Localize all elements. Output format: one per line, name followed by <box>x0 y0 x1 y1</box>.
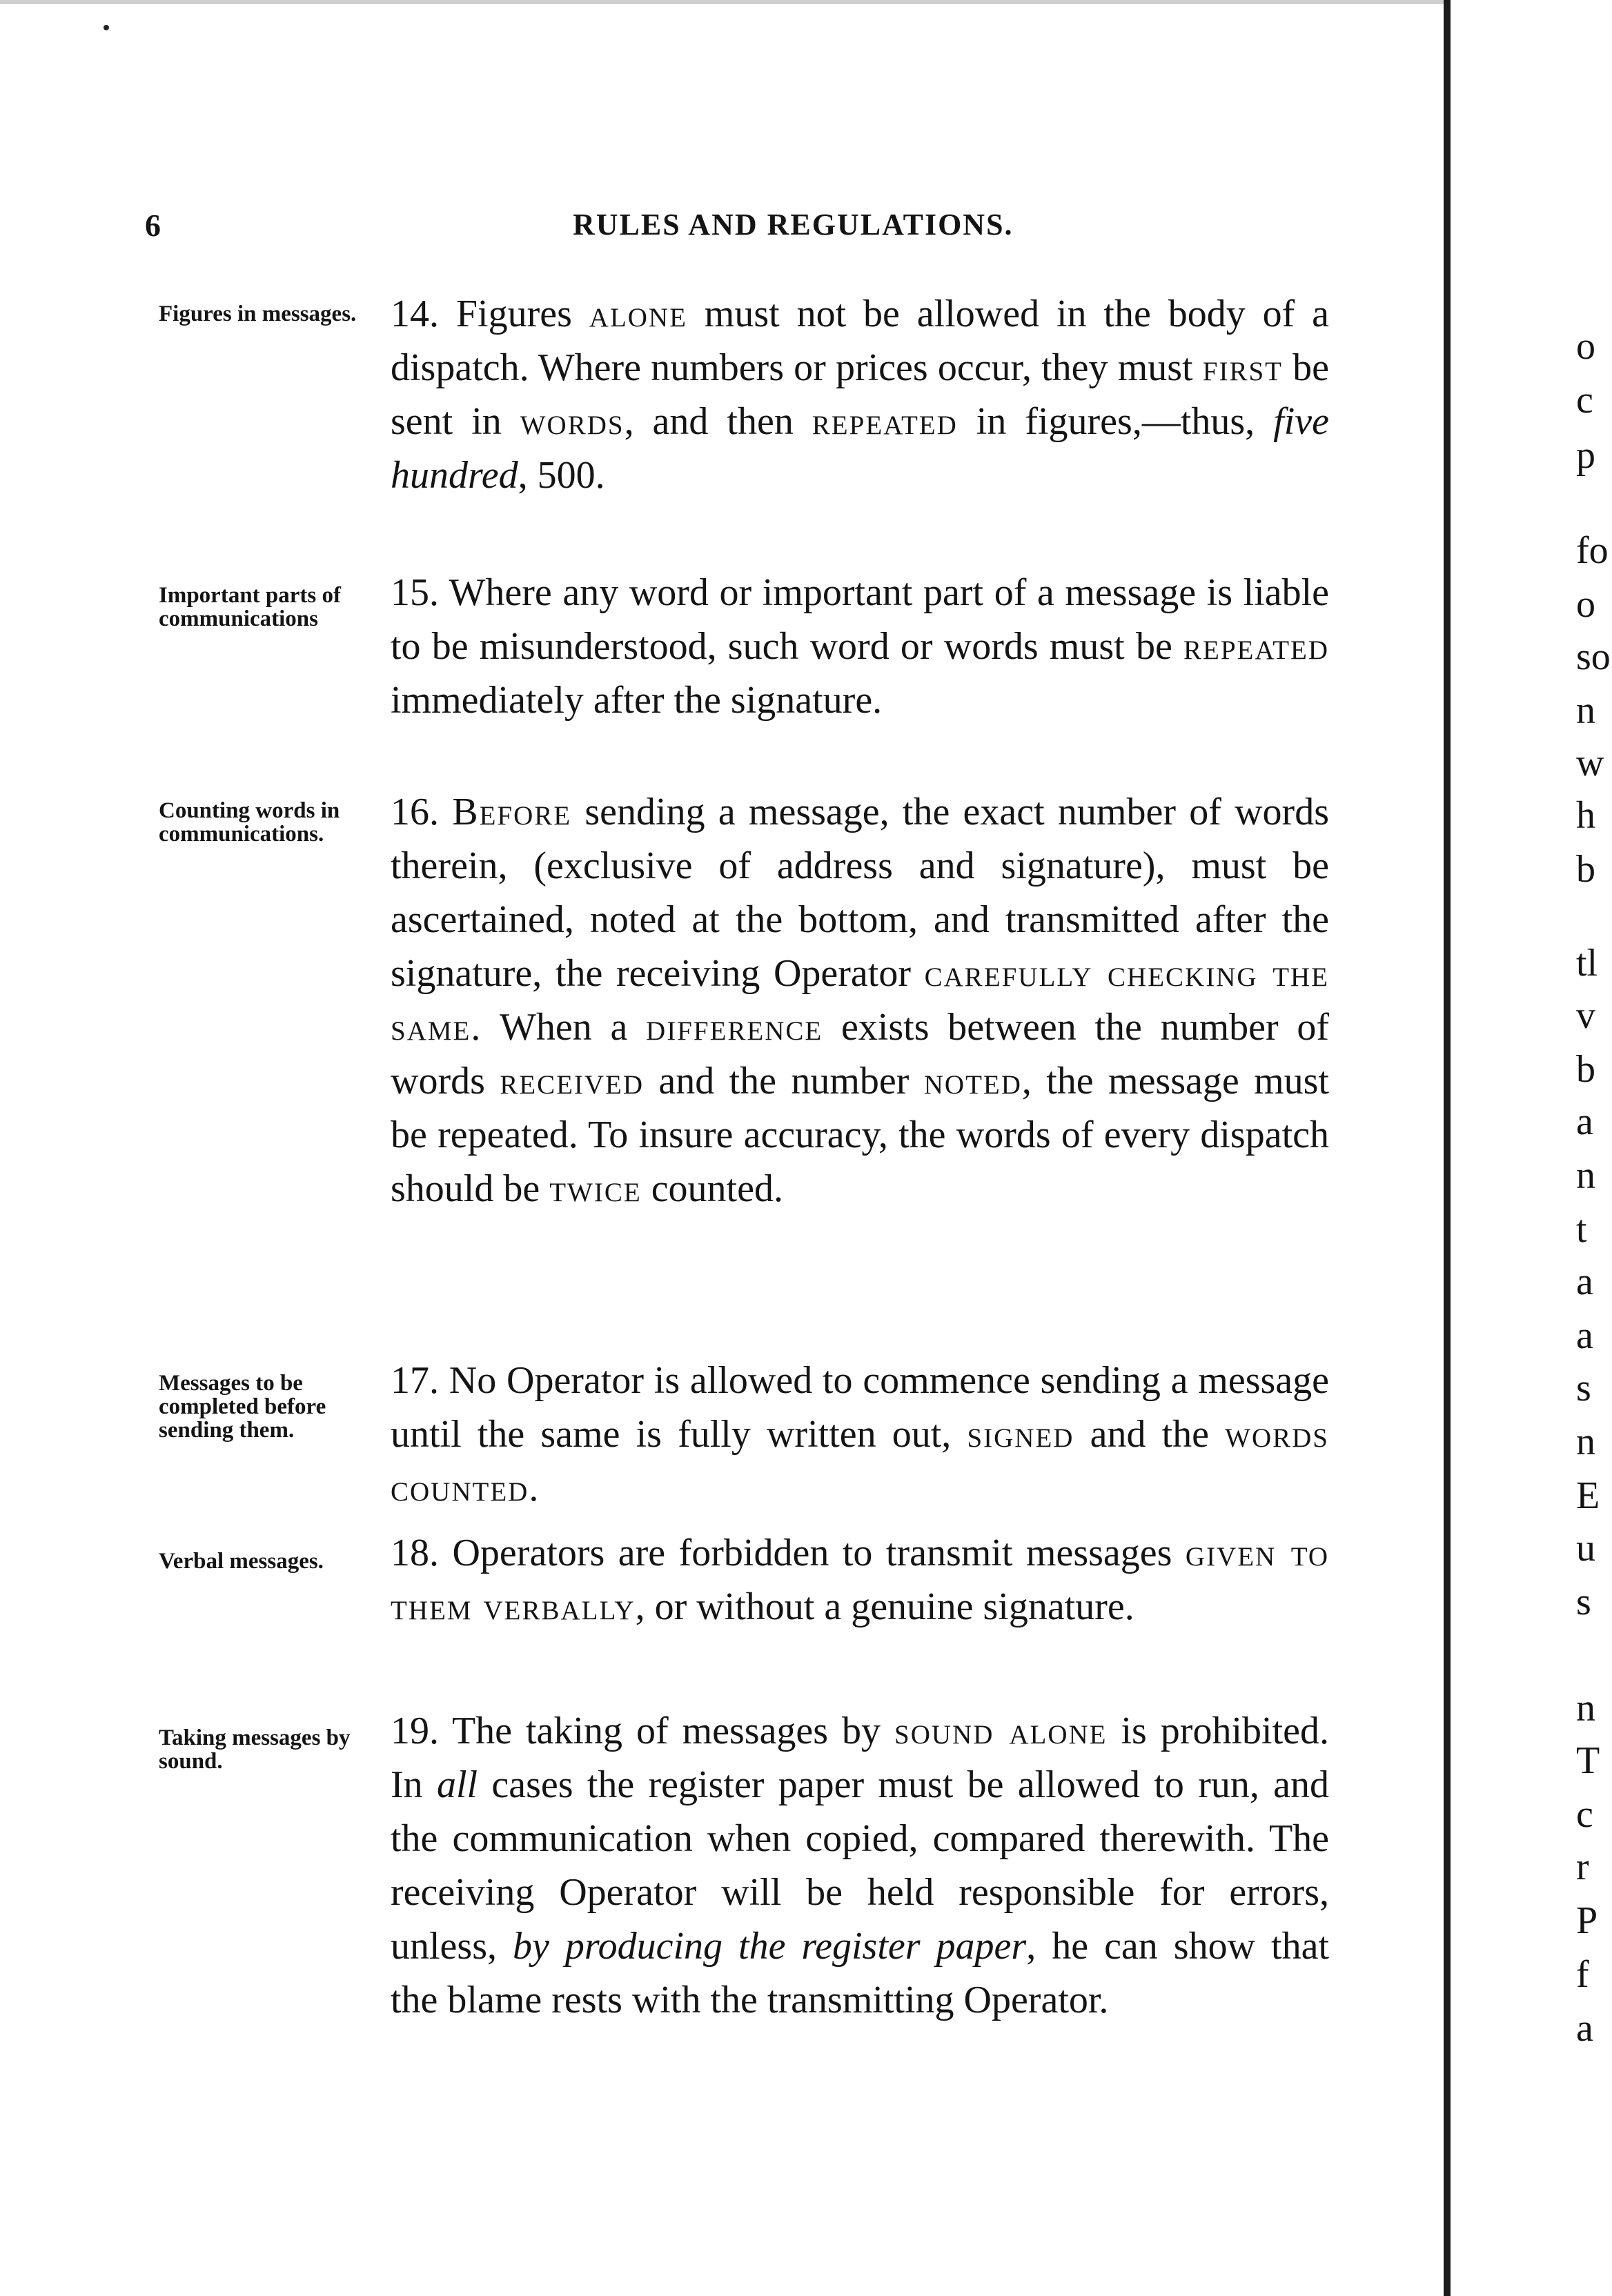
page-gutter-edge <box>1444 0 1451 2296</box>
article-19 <box>391 1704 1329 2027</box>
facing-page-fragments <box>1576 0 1612 2296</box>
article-text-segment: alone <box>589 293 687 335</box>
article-text-segment: words counted. <box>391 1413 1329 1510</box>
margin-note-17: Messages to be completed before sending them. <box>159 1371 326 1443</box>
facing-page-fragment: n <box>1576 689 1595 732</box>
article-text-segment: , the message must be repeated. To insure accuracy, the words of every dispatch should be <box>391 1060 1329 1210</box>
facing-page-fragment: n <box>1576 1687 1595 1730</box>
article-text-segment: be sent in <box>391 346 1330 443</box>
article-text-segment: sound alone <box>894 1710 1108 1752</box>
facing-page-fragment: n <box>1576 1154 1595 1197</box>
article-text-segment: difference <box>646 1006 823 1049</box>
article-text-segment: must not be allowed in the body of a dispatch. Where numbers or prices occur, they must <box>391 293 1329 389</box>
facing-page-fragment: o <box>1576 583 1595 626</box>
page-header <box>145 207 1353 262</box>
facing-page-fragment: a <box>1576 1100 1593 1143</box>
facing-page-fragment: E <box>1576 1474 1600 1517</box>
article-text-segment: and the <box>1074 1413 1226 1456</box>
article-text-segment: counted. <box>641 1167 783 1210</box>
facing-page-fragment: tl <box>1576 942 1598 984</box>
facing-page-fragment: p <box>1576 434 1595 477</box>
article-text-segment: by producing the register paper <box>513 1925 1027 1968</box>
article-text-segment: repeated <box>812 400 958 443</box>
margin-note-16: Counting words in communications. <box>159 798 340 847</box>
margin-note-18: Verbal messages. <box>159 1549 324 1574</box>
article-text-segment: first <box>1202 346 1283 389</box>
article-text-segment: repeated <box>1183 625 1329 668</box>
article-text-segment: in figures,—thus, <box>957 400 1274 443</box>
facing-page-fragment: t <box>1576 1208 1587 1251</box>
margin-note-19: Taking messages by sound. <box>159 1725 351 1774</box>
article-text-segment: noted <box>923 1060 1022 1102</box>
article-text-segment: received <box>500 1060 645 1102</box>
article-text-segment: given to them verbally <box>391 1532 1330 1628</box>
facing-page-fragment: v <box>1576 994 1595 1037</box>
article-text-segment: cases the register paper must be allowed to run, and the communication when copied, compared therewith. The receiving Operator will be held responsible for errors, unless, <box>391 1763 1329 1968</box>
article-text-segment: Before <box>452 791 572 833</box>
article-16 <box>391 785 1329 1216</box>
article-text-segment: , 500. <box>518 454 605 497</box>
facing-page-fragment: a <box>1576 2007 1593 2050</box>
facing-page-fragment: a <box>1576 1260 1593 1303</box>
article-text-segment: , and then <box>624 400 812 443</box>
margin-note-15: Important parts of communications <box>159 583 341 631</box>
facing-page-fragment: f <box>1576 1953 1589 1996</box>
article-text-segment: twice <box>549 1167 642 1210</box>
article-text-segment: 15. Where any word or important part of a message is liable to be misunderstood, such word or words must be <box>391 571 1329 668</box>
page-number: 6 <box>145 208 161 243</box>
margin-note-14: Figures in messages. <box>159 301 357 326</box>
facing-page-fragment: c <box>1576 1793 1593 1836</box>
facing-page-fragment: fo <box>1576 529 1609 572</box>
article-18 <box>391 1526 1329 1634</box>
article-text-segment: is prohibited. In <box>391 1710 1329 1806</box>
article-text-segment: and the number <box>644 1060 924 1102</box>
facing-page-fragment: w <box>1576 742 1604 784</box>
facing-page-fragment: h <box>1576 794 1595 837</box>
ink-speck <box>104 25 109 30</box>
running-title: RULES AND REGULATIONS. <box>573 208 1014 241</box>
article-text-segment: exists between the number of words <box>391 1006 1329 1102</box>
article-text-segment: signed <box>967 1413 1074 1456</box>
article-text-segment: sending a message, the exact number of words therein, (exclusive of address and signature), must be ascertained, noted at the bottom, and transmitted after the signature, the receiving Operator <box>391 791 1330 995</box>
facing-page-fragment: s <box>1576 1581 1591 1623</box>
article-text-segment: When a <box>482 1006 647 1049</box>
facing-page-fragment: P <box>1576 1899 1598 1942</box>
facing-page-fragment: so <box>1576 635 1611 678</box>
article-text-segment: carefully checking the same. <box>391 952 1329 1049</box>
article-text-segment: 19. The taking of messages by <box>391 1710 895 1752</box>
article-text-segment: 17. No Operator is allowed to commence sending a message until the same is fully written out, <box>391 1359 1329 1456</box>
article-15 <box>391 566 1329 727</box>
article-text-segment: 16. <box>391 791 453 833</box>
facing-page-fragment: u <box>1576 1527 1595 1570</box>
facing-page-fragment: b <box>1576 848 1595 891</box>
article-text-segment: all <box>436 1763 478 1806</box>
facing-page-fragment: b <box>1576 1048 1595 1091</box>
article-text-segment: , or without a genuine signature. <box>635 1585 1134 1628</box>
article-text-segment: immediately after the signature. <box>391 679 883 722</box>
page-top-edge <box>0 0 1449 4</box>
facing-page-fragment: c <box>1576 379 1593 422</box>
article-text-segment: , he can show that the blame rests with the transmitting Operator. <box>391 1925 1330 2021</box>
facing-page-fragment: a <box>1576 1314 1593 1357</box>
article-14 <box>391 287 1329 502</box>
facing-page-fragment: r <box>1576 1845 1589 1888</box>
article-text-segment: five hundred <box>391 400 1329 497</box>
article-text-segment: words <box>520 400 625 443</box>
facing-page-fragment: s <box>1576 1367 1591 1409</box>
article-17 <box>391 1354 1329 1515</box>
facing-page-fragment: T <box>1576 1739 1600 1782</box>
facing-page-fragment: n <box>1576 1421 1595 1463</box>
facing-page-fragment: o <box>1576 325 1595 368</box>
article-text-segment: 18. Operators are forbidden to transmit messages <box>391 1532 1186 1574</box>
article-text-segment: 14. Figures <box>391 293 589 335</box>
